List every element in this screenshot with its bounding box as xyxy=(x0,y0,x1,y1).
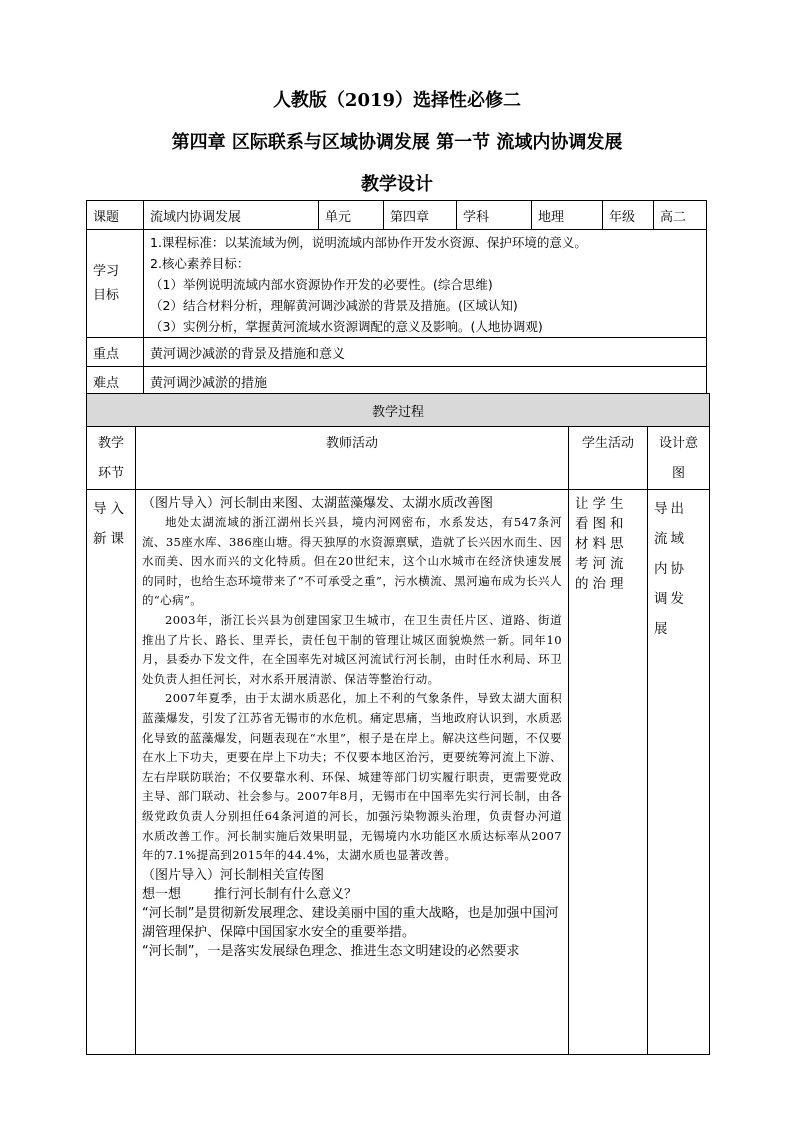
grade-value: 高二 xyxy=(654,201,707,230)
info-table xyxy=(86,200,707,396)
col-step-line1: 教学 xyxy=(97,436,124,451)
col-student-header: 学生活动 xyxy=(569,427,648,490)
process-header-row xyxy=(87,427,710,490)
step-cell xyxy=(87,490,136,1055)
teacher-intro: （图片导入）河长制由来图、太湖蓝藻爆发、太湖水质改善图 xyxy=(142,496,494,511)
subject-value: 地理 xyxy=(532,201,603,230)
material-paragraph: 2003年，浙江长兴县为创建国家卫生城市，在卫生责任片区、道路、街道推出了片长、路长、里弄长，责任包干制的管理让城区面貌焕然一新。同年10月，县委办下发文件，在全国率先对城区河流试行河长制，由时任水利局、环卫处负责人担任河长，对水系开展清淤、保洁等整治行动。 xyxy=(142,612,562,686)
goal-line: （2）结合材料分析，理解黄河调沙减淤的背景及措施。(区域认知) xyxy=(150,298,518,313)
col-design-line2: 图 xyxy=(671,466,685,481)
col-step-line2: 环节 xyxy=(97,466,124,481)
process-row-intro xyxy=(87,490,710,1055)
teacher-line: “河长制”是贯彻新发展理念、建设美丽中国的重大战略，也是加强中国河湖管理保护、保障中国国家水安全的重要举措。 xyxy=(142,905,559,940)
process-title: 教学过程 xyxy=(87,394,710,427)
goal-line: 1.课程标准：以某流域为例，说明流域内部协作开发水资源、保护环境的意义。 xyxy=(150,235,587,250)
topic-value: 流域内协调发展 xyxy=(144,201,319,230)
process-table xyxy=(86,393,710,1055)
goals-label-line1: 学习 xyxy=(93,263,120,279)
info-row-topic xyxy=(87,201,707,230)
material-paragraph: 2007年夏季，由于太湖水质恶化，加上不利的气象条件，导致太湖大面积蓝藻爆发，引发了江苏省无锡市的水危机。痛定思痛，当地政府认识到，水质恶化导致的蓝藻爆发，问题表现在“水里”，根子是在岸上。解决这些问题，不仅要在水上下功夫，更要在岸上下功夫；不仅要本地区治污，更要统筹河流上下游、左右岸联防联治；不仅要靠水利、环保、城建等部门切实履行职责，更需要党政主导、部门联动、社会参与。2007年8月，无锡市在中国率先实行河长制，由各级党政负责人分别担任64条河道的河长，加强污染物源头治理，负责督办河道水质改善工作。河长制实施后效果明显，无锡境内水功能区水质达标率从2007年的7.1%提高到2015年的44.4%，太湖水质也显著改善。 xyxy=(142,691,562,863)
info-row-goals xyxy=(87,230,707,338)
goals-label xyxy=(87,230,144,338)
col-teacher-header: 教师活动 xyxy=(136,427,569,490)
student-activity: 让学生看图和材料思考河流的治理 xyxy=(569,490,648,1055)
key-label: 重点 xyxy=(87,338,144,367)
teacher-line: “河长制”，一是落实发展绿色理念、推进生态文明建设的必然要求 xyxy=(142,943,520,959)
info-row-difficulty xyxy=(87,367,707,396)
difficulty-value: 黄河调沙减淤的措施 xyxy=(144,367,707,396)
key-value: 黄河调沙减淤的背景及措施和意义 xyxy=(144,338,707,367)
teacher-discussion xyxy=(142,866,562,961)
reading-material xyxy=(142,513,562,866)
col-design-line1: 设计意 xyxy=(658,436,698,451)
topic-label: 课题 xyxy=(87,201,144,230)
col-design-header xyxy=(648,427,710,490)
teacher-activity xyxy=(136,490,569,1055)
info-row-key xyxy=(87,338,707,367)
unit-value: 第四章 xyxy=(384,201,457,230)
design-intent: 导出流域内协调发展 xyxy=(648,490,710,1055)
goal-line: 2.核心素养目标： xyxy=(150,256,250,271)
col-step-header xyxy=(87,427,136,490)
step-line1: 导入 xyxy=(93,501,128,517)
doc-title-chapter: 第四章 区际联系与区域协调发展 第一节 流域内协调发展 xyxy=(171,132,623,153)
unit-label: 单元 xyxy=(319,201,384,230)
step-line2: 新课 xyxy=(93,531,128,547)
goals-content xyxy=(144,230,707,338)
subject-label: 学科 xyxy=(457,201,532,230)
material-paragraph: 地处太湖流域的浙江湖州长兴县，境内河网密布，水系发达，有547条河流、35座水库、386座山塘。得天独厚的水资源禀赋，造就了长兴因水而生、因水而美、因水而兴的文化特质。但在20世纪末，这个山水城市在经济快速发展的同时，也给生态环境带来了“不可承受之重”，污水横流、黑河遍布成为长兴人的“心病”。 xyxy=(142,515,562,608)
doc-title-edition: 人教版（2019）选择性必修二 xyxy=(272,90,522,111)
goal-line: （1）举例说明流域内部水资源协作开发的必要性。(综合思维) xyxy=(150,277,493,292)
goal-line: （3）实例分析，掌握黄河流域水资源调配的意义及影响。(人地协调观) xyxy=(150,319,543,334)
teacher-line: （图片导入）河长制相关宣传图 xyxy=(142,867,325,883)
difficulty-label: 难点 xyxy=(87,367,144,396)
teacher-line: 想一想 推行河长制有什么意义？ xyxy=(142,886,358,902)
goals-label-line2: 目标 xyxy=(93,287,120,303)
doc-title-type: 教学设计 xyxy=(361,174,433,195)
grade-label: 年级 xyxy=(603,201,654,230)
